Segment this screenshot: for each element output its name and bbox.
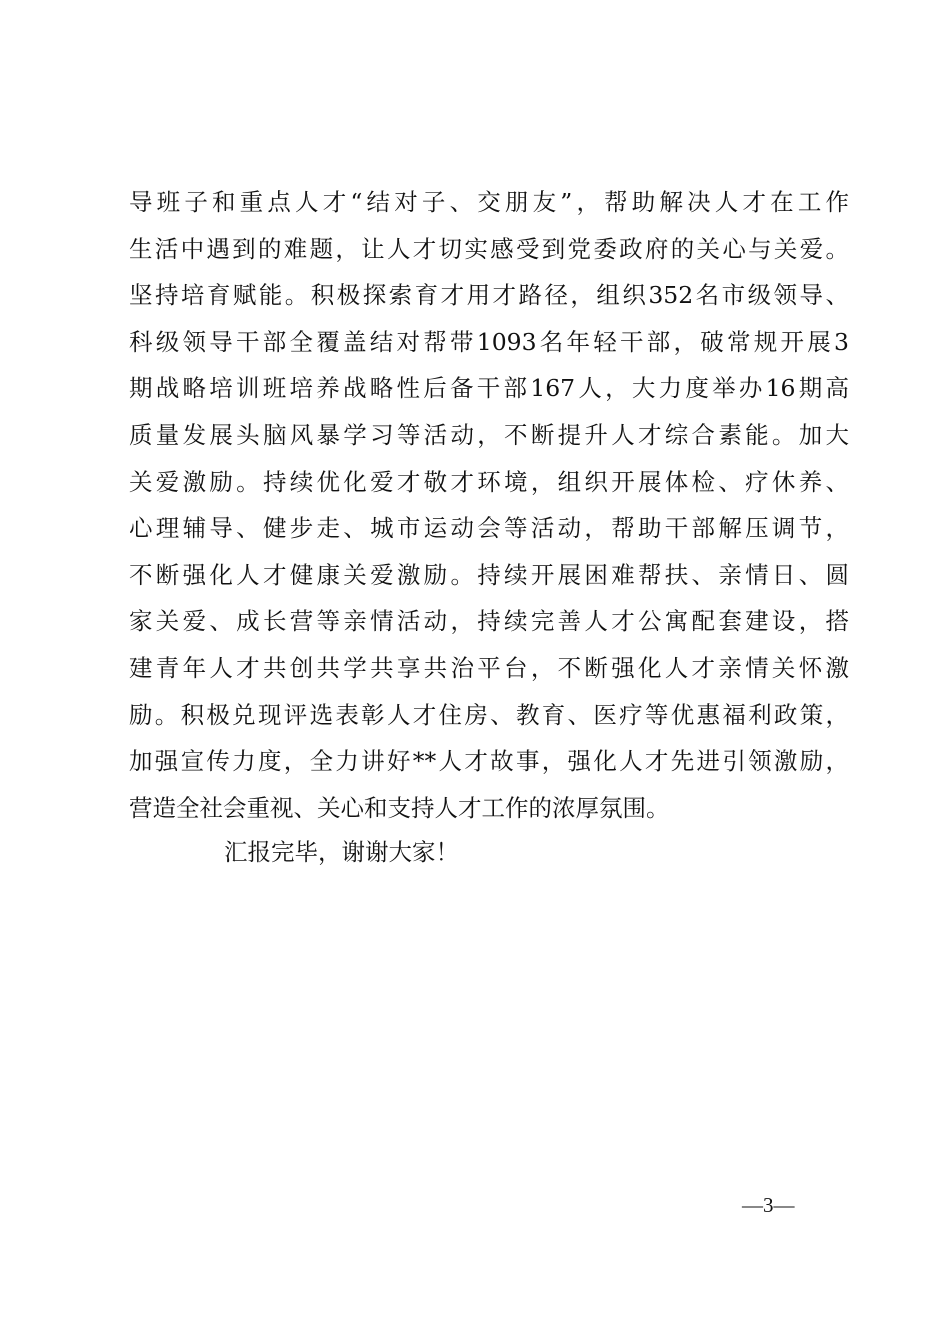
text-line: 导班子和重点人才“结对子、交朋友”，帮助解决人才在工作 bbox=[129, 188, 849, 216]
text-line: 科级领导干部全覆盖结对帮带1093名年轻干部，破常规开展3 bbox=[129, 327, 849, 356]
text-line: 期战略培训班培养战略性后备干部167人，大力度举办16期高 bbox=[129, 374, 849, 403]
body-paragraph bbox=[129, 182, 849, 834]
text-line: 加强宣传力度，全力讲好**人才故事，强化人才先进引领激励， bbox=[129, 747, 849, 776]
text-line: 关爱激励。持续优化爱才敬才环境，组织开展体检、疗休养、 bbox=[129, 467, 849, 496]
text-line: 生活中遇到的难题，让人才切实感受到党委政府的关心与关爱。 bbox=[129, 234, 849, 263]
text-line: 建青年人才共创共学共享共治平台，不断强化人才亲情关怀激 bbox=[129, 653, 849, 682]
closing-remark: 汇报完毕，谢谢大家！ bbox=[224, 838, 459, 866]
text-line: 不断强化人才健康关爱激励。持续开展困难帮扶、亲情日、圆 bbox=[129, 560, 849, 589]
text-line: 质量发展头脑风暴学习等活动，不断提升人才综合素能。加大 bbox=[129, 420, 849, 449]
text-line: 家关爱、成长营等亲情活动，持续完善人才公寓配套建设，搭 bbox=[129, 607, 849, 636]
text-line: 励。积极兑现评选表彰人才住房、教育、医疗等优惠福利政策， bbox=[129, 700, 849, 729]
text-line: 坚持培育赋能。积极探索育才用才路径，组织352名市级领导、 bbox=[129, 281, 849, 310]
text-line: 心理辅导、健步走、城市运动会等活动，帮助干部解压调节， bbox=[129, 514, 849, 543]
page-number: —3— bbox=[742, 1193, 795, 1217]
text-line: 营造全社会重视、关心和支持人才工作的浓厚氛围。 bbox=[129, 793, 670, 822]
